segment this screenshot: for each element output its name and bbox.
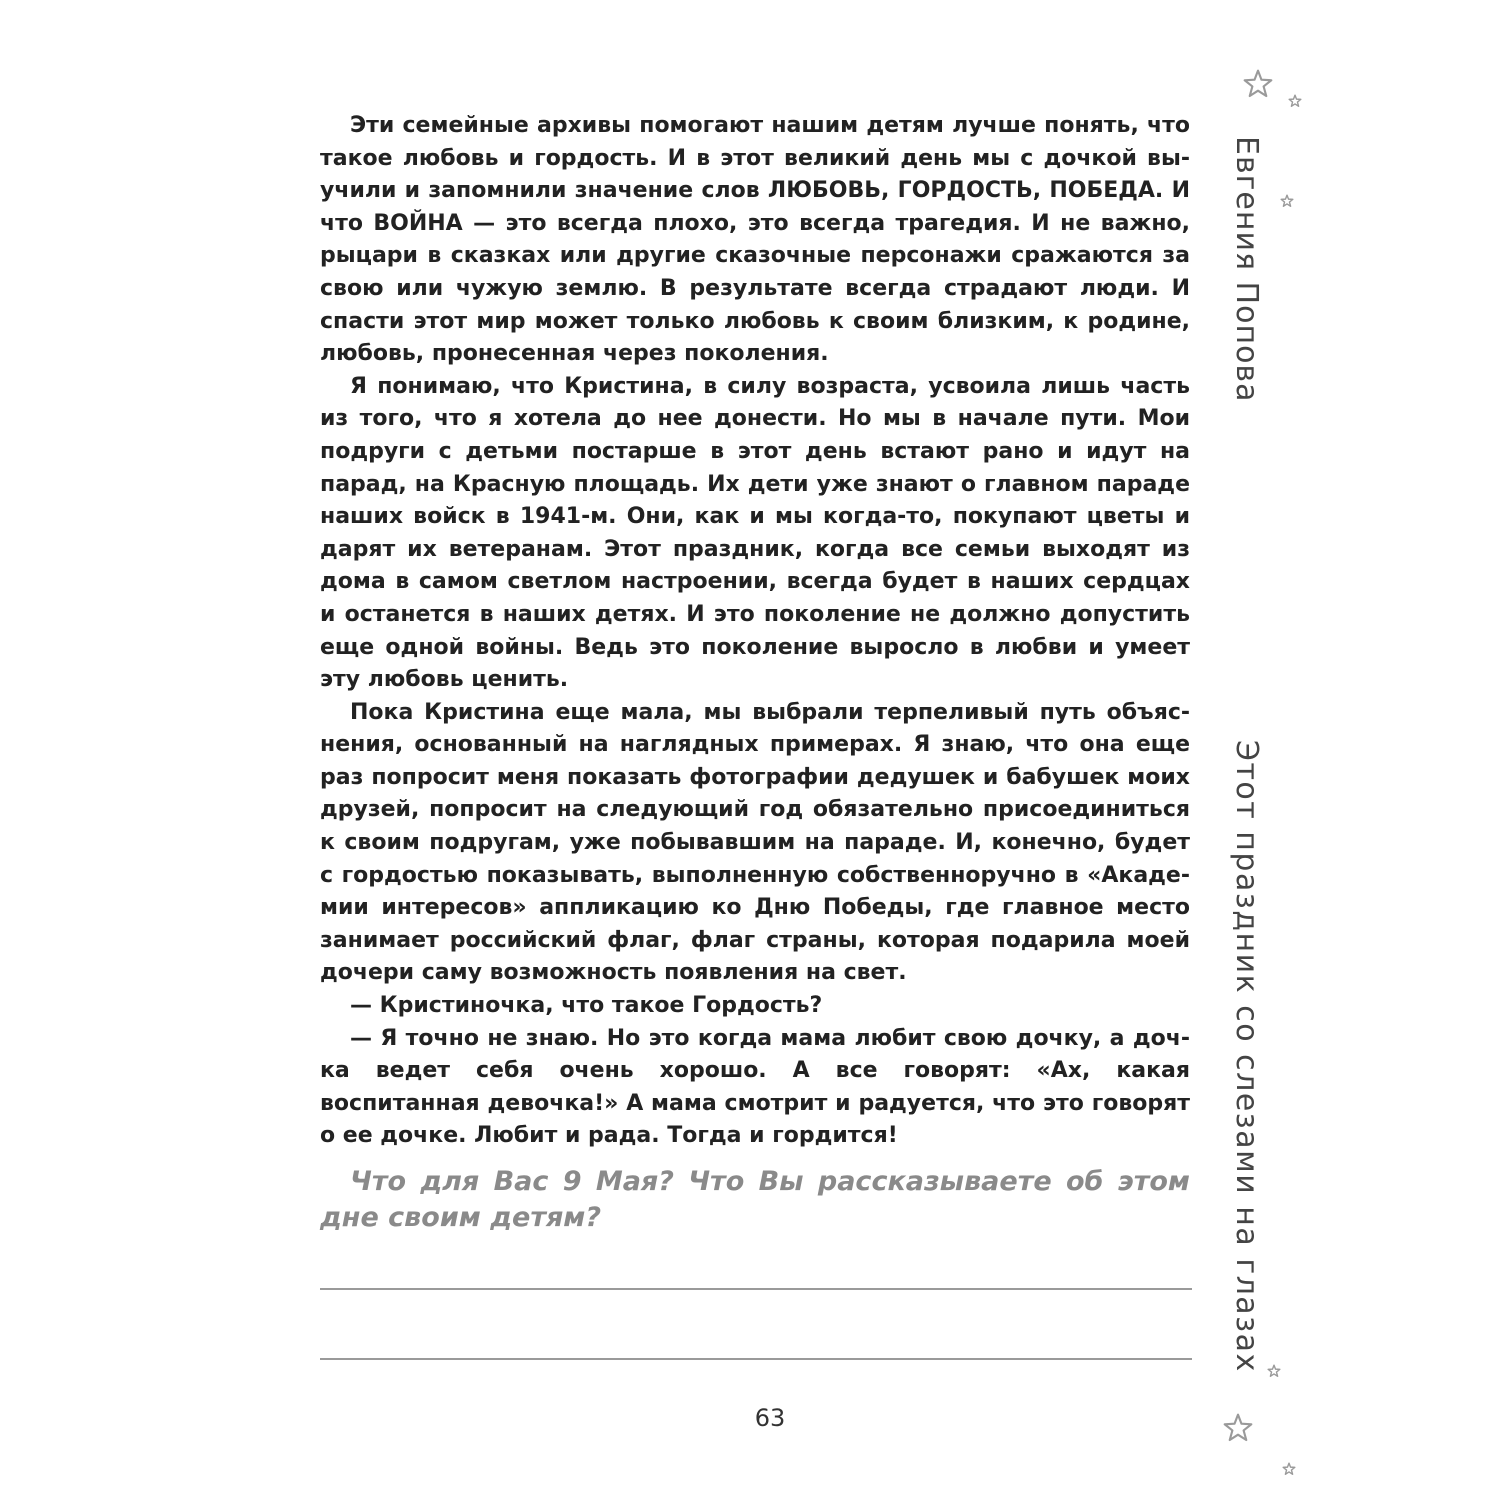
page-number: 63	[754, 1404, 786, 1432]
paragraph-3: Пока Кристина еще мала, мы выбрали терпеливый путь объяснения, основанный на наглядных примерах. Я знаю, что она еще раз попросит меня показать фотографии дедушек и бабушек моих друзей, попросит на следующий год обязательно присоединиться к своим подругам, уже побывавшим на параде. И, конечно, будет с гордостью показывать, выполненную собственноручно в «Академии интересов» аппликацию ко Дню Победы, где главное место занимает российский флаг, флаг страны, которая подарила моей дочери саму возможность появления на свет.	[320, 699, 1190, 986]
running-header-author: Евгения Попова	[1229, 136, 1264, 403]
paragraph-1: Эти семейные архивы помогают нашим детям лучше понять, что такое любовь и гордость. И в этот великий день мы с дочкой выучили и запомнили значение слов ЛЮБОВЬ, ГОРДОСТЬ, ПОБЕДА. И что ВОЙНА — это всегда плохо, это всегда трагедия. И не важно, рыцари в сказках или другие сказочные персонажи сражаются за свою или чужую землю. В результате всегда страдают люди. И спасти этот мир может только любовь к своим близким, к родине, любовь, пронесенная через поколения.	[320, 113, 1190, 367]
reader-question: Что для Вас 9 Мая? Что Вы рассказываете об этом дне своим детям?	[320, 1166, 1190, 1233]
answer-line	[320, 1358, 1192, 1360]
star-icon	[1288, 94, 1302, 108]
main-text	[320, 110, 1190, 1153]
star-icon	[1282, 1462, 1296, 1476]
paragraph-2: Я понимаю, что Кристина, в силу возраста, усвоила лишь часть из того, что я хотела до нее донести. Но мы в начале пути. Мои подруги с детьми постарше в этот день встают рано и идут на парад, на Красную площадь. Их дети уже знают о главном параде наших войск в 1941-м. Они, как и мы когда-то, покупают цветы и дарят их ветеранам. Этот праздник, когда все семьи выходят из дома в самом светлом настроении, всегда будет в наших сердцах и останется в наших детях. И это поколение не должно допустить еще одной войны. Ведь это поколение выросло в любви и умеет эту любовь ценить.	[320, 373, 1190, 693]
star-icon	[1267, 1364, 1281, 1378]
answer-line	[320, 1288, 1192, 1290]
running-header-chapter: Этот праздник со слезами на глазах	[1229, 740, 1264, 1373]
star-icon	[1222, 1412, 1254, 1444]
dialogue-answer: — Я точно не знаю. Но это когда мама любит свою дочку, а дочка ведет себя очень хорошо. А все говорят: «Ах, какая воспитанная девочка!» А мама смотрит и радуется, что это говорят о ее дочке. Любит и рада. Тогда и гордится!	[320, 1025, 1190, 1149]
dialogue-question: — Кристиночка, что такое Гордость?	[350, 993, 823, 1019]
star-icon	[1242, 68, 1274, 100]
star-icon	[1280, 194, 1294, 208]
